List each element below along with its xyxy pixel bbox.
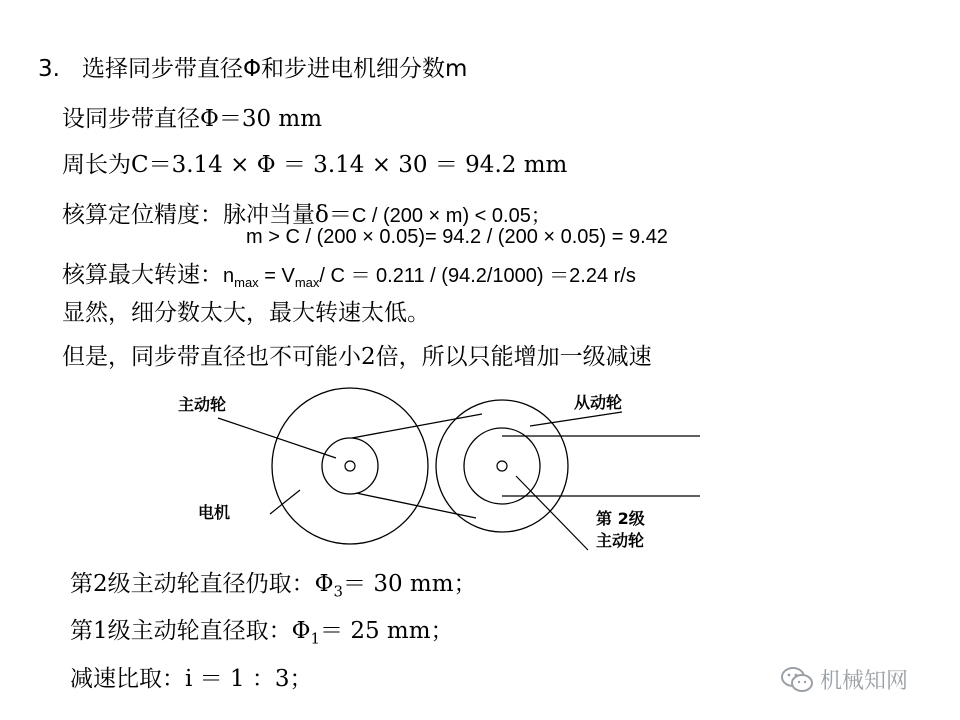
result-stage2-label: 第2级主动轮直径仍取：Φ (70, 571, 334, 597)
section-title: 选择同步带直径Φ和步进电机细分数m (81, 56, 468, 82)
n-symbol: n (223, 265, 235, 287)
label-driver-pulley: 主动轮 (178, 395, 227, 414)
max-speed-formula (223, 265, 636, 290)
result-stage1-value: ＝ 25 mm； (320, 618, 454, 644)
precision-formula: C / (200 × m) < 0.05； (351, 205, 551, 227)
text-line-max-speed (62, 256, 636, 289)
text-line-conclusion: 显然，细分数太大，最大转速太低。 (62, 300, 430, 326)
result-line-stage1 (70, 612, 454, 648)
watermark-text: 机械知网 (820, 669, 909, 694)
result-line-ratio: 减速比取：i ＝ 1 ：3； (70, 666, 313, 692)
text-line-subdivision: m > C / (200 × 0.05)= 94.2 / (200 × 0.05) = 9.42 (246, 226, 668, 248)
result-stage1-label: 第1级主动轮直径取：Φ (70, 618, 311, 644)
text-line-circumference: 周长为C＝3.14 × Φ ＝ 3.14 × 30 ＝ 94.2 mm (62, 152, 568, 178)
v-symbol: = V (258, 265, 295, 287)
text-line-precision (62, 196, 551, 229)
result-line-stage2 (70, 565, 477, 601)
max-speed-label: 核算最大转速： (62, 262, 223, 288)
precision-label: 核算定位精度：脉冲当量δ＝ (62, 202, 352, 228)
result-stage2-sub: 3 (333, 582, 344, 601)
result-stage1-sub: 1 (310, 629, 321, 648)
label-stage2-line1: 第 2级 (596, 509, 645, 528)
wechat-icon (780, 666, 814, 694)
label-driven-pulley: 从动轮 (574, 393, 623, 412)
belt-drive-diagram (160, 378, 700, 560)
label-stage2-line2: 主动轮 (596, 531, 645, 550)
max-speed-rest: / C ＝ 0.211 / (94.2/1000) ＝2.24 r/s (319, 265, 636, 287)
label-motor: 电机 (198, 503, 231, 522)
text-line-diameter: 设同步带直径Φ＝30 mm (62, 106, 323, 132)
n-subscript: max (234, 275, 259, 290)
section-number: 3. (38, 56, 60, 82)
watermark (780, 664, 908, 695)
result-stage2-value: ＝ 30 mm； (343, 571, 477, 597)
section-heading (38, 50, 467, 83)
text-line-reduction: 但是，同步带直径也不可能小2倍，所以只能增加一级减速 (62, 344, 652, 370)
v-subscript: max (294, 275, 320, 290)
